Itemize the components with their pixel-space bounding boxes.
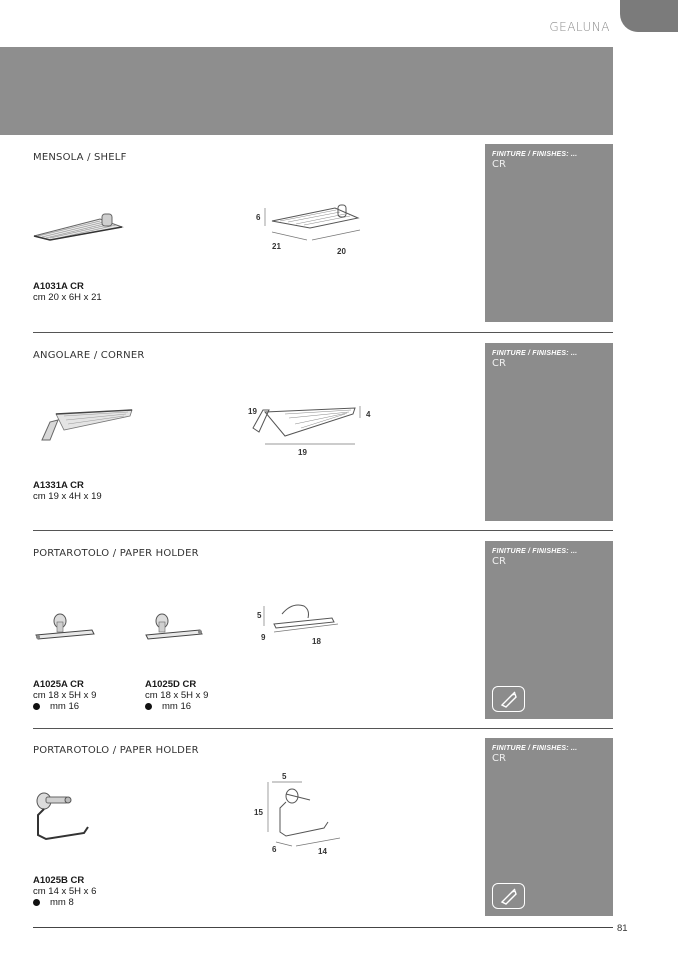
corner-shelf-photo — [34, 400, 134, 444]
section-title-paper-holder: PORTAROTOLO / PAPER HOLDER — [33, 548, 199, 559]
pipe-diameter: mm 16 — [50, 701, 80, 712]
dim-depth: 6 — [272, 845, 277, 854]
finishes-label: FINITURE / FINISHES: ... — [492, 548, 578, 555]
section-divider — [33, 530, 613, 531]
product-code: A1025B CR — [33, 875, 85, 886]
product-dims: cm 20 x 6H x 21 — [33, 292, 102, 303]
shelf-drawing — [250, 200, 370, 262]
dim-depth: 21 — [272, 242, 281, 251]
section-divider — [33, 728, 613, 729]
product-code: A1025A CR — [33, 679, 84, 690]
pipe-diameter-icon — [33, 703, 40, 710]
product-dims: cm 19 x 4H x 19 — [33, 491, 102, 502]
dim-width: 20 — [337, 247, 346, 256]
product-dims: cm 18 x 5H x 9 — [145, 690, 209, 701]
finishes-value: CR — [492, 159, 506, 170]
footer-divider — [33, 927, 613, 928]
pipe-diameter-icon — [145, 703, 152, 710]
dim-depth: 9 — [261, 633, 266, 642]
header-banner — [0, 47, 613, 135]
product-dims: cm 18 x 5H x 9 — [33, 690, 97, 701]
corner-shelf-drawing — [245, 400, 380, 460]
section-title-corner: ANGOLARE / CORNER — [33, 350, 145, 361]
product-code: A1025D CR — [145, 679, 197, 690]
finishes-value: CR — [492, 556, 506, 567]
finishes-panel — [485, 343, 613, 521]
pipe-diameter-icon — [33, 899, 40, 906]
product-a1025d — [145, 679, 208, 712]
product-a1031a — [33, 281, 102, 303]
finishes-value: CR — [492, 358, 506, 369]
paper-holder-b-drawing — [250, 770, 345, 860]
wrench-icon — [492, 883, 525, 909]
paper-holder-a-photo — [32, 608, 97, 640]
finishes-value: CR — [492, 753, 506, 764]
dim-height: 15 — [254, 808, 263, 817]
dim-width: 19 — [298, 448, 307, 457]
page-number: 81 — [617, 923, 628, 934]
finishes-panel — [485, 738, 613, 916]
finishes-label: FINITURE / FINISHES: ... — [492, 151, 578, 158]
corner-tab — [620, 0, 678, 32]
wrench-icon — [492, 686, 525, 712]
product-dims: cm 14 x 5H x 6 — [33, 886, 97, 897]
dim-height: 4 — [366, 410, 371, 419]
product-a1331a — [33, 480, 102, 502]
product-code: A1031A CR — [33, 281, 84, 292]
dim-height: 6 — [256, 213, 261, 222]
finishes-panel — [485, 144, 613, 322]
finishes-label: FINITURE / FINISHES: ... — [492, 350, 578, 357]
dim-width: 18 — [312, 637, 321, 646]
dim-height: 5 — [257, 611, 262, 620]
paper-holder-d-photo — [142, 608, 207, 640]
dim-width: 14 — [318, 847, 327, 856]
finishes-panel — [485, 541, 613, 719]
product-a1025b — [33, 875, 96, 908]
paper-holder-b-photo — [30, 785, 96, 845]
pipe-diameter: mm 16 — [162, 701, 192, 712]
product-code: A1331A CR — [33, 480, 84, 491]
shelf-photo — [30, 205, 130, 245]
product-a1025a — [33, 679, 96, 712]
paper-holder-drawing — [252, 598, 352, 650]
section-title-paper-holder-b: PORTAROTOLO / PAPER HOLDER — [33, 745, 199, 756]
section-title-shelf: MENSOLA / SHELF — [33, 152, 127, 163]
brand-name: GEALUNA — [549, 20, 610, 34]
dim-depth: 19 — [248, 407, 257, 416]
dim-depth-top: 5 — [282, 772, 287, 781]
finishes-label: FINITURE / FINISHES: ... — [492, 745, 578, 752]
pipe-diameter: mm 8 — [50, 897, 74, 908]
section-divider — [33, 332, 613, 333]
